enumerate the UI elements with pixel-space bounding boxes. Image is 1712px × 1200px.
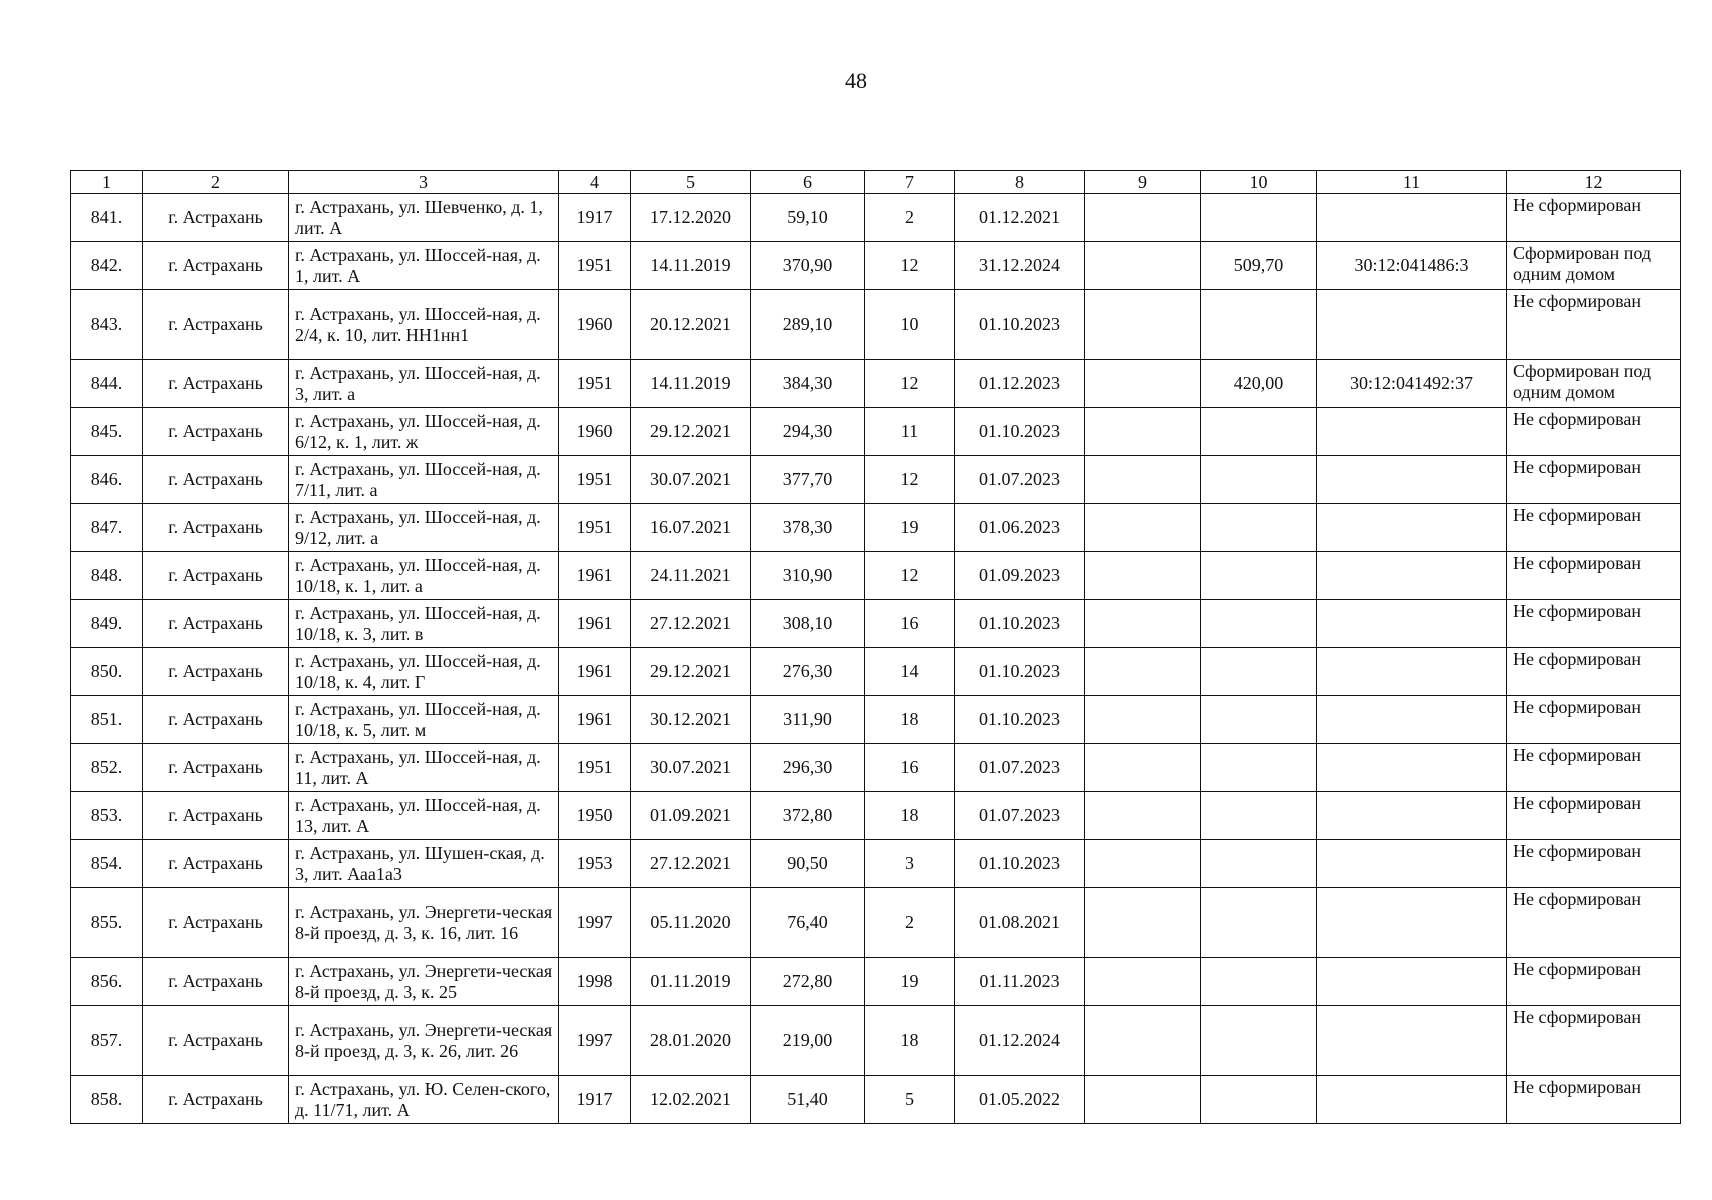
column-number-header: 10 bbox=[1201, 171, 1317, 194]
city-cell: г. Астрахань bbox=[143, 504, 289, 552]
row-number-cell: 847. bbox=[71, 504, 143, 552]
column-9-cell bbox=[1085, 1006, 1201, 1076]
area-cell: 76,40 bbox=[751, 888, 865, 958]
cadastral-number-cell bbox=[1317, 958, 1507, 1006]
address-cell: г. Астрахань, ул. Энергети-ческая 8-й проезд, д. 3, к. 16, лит. 16 bbox=[289, 888, 559, 958]
count-cell: 14 bbox=[865, 648, 955, 696]
year-built-cell: 1997 bbox=[559, 888, 631, 958]
date-cell: 24.11.2021 bbox=[631, 552, 751, 600]
cadastral-number-cell bbox=[1317, 290, 1507, 360]
table-row bbox=[71, 1006, 1681, 1076]
column-9-cell bbox=[1085, 696, 1201, 744]
area-cell: 311,90 bbox=[751, 696, 865, 744]
column-number-header: 4 bbox=[559, 171, 631, 194]
year-built-cell: 1961 bbox=[559, 648, 631, 696]
city-cell: г. Астрахань bbox=[143, 696, 289, 744]
column-number-header: 11 bbox=[1317, 171, 1507, 194]
deadline-cell: 01.10.2023 bbox=[955, 840, 1085, 888]
count-cell: 2 bbox=[865, 888, 955, 958]
date-cell: 14.11.2019 bbox=[631, 360, 751, 408]
table-row bbox=[71, 958, 1681, 1006]
deadline-cell: 01.09.2023 bbox=[955, 552, 1085, 600]
land-area-cell bbox=[1201, 1076, 1317, 1124]
land-area-cell bbox=[1201, 504, 1317, 552]
count-cell: 19 bbox=[865, 504, 955, 552]
status-cell: Не сформирован bbox=[1507, 552, 1681, 600]
count-cell: 2 bbox=[865, 194, 955, 242]
deadline-cell: 01.07.2023 bbox=[955, 744, 1085, 792]
row-number-cell: 850. bbox=[71, 648, 143, 696]
status-cell: Не сформирован bbox=[1507, 504, 1681, 552]
status-cell: Не сформирован bbox=[1507, 744, 1681, 792]
row-number-cell: 844. bbox=[71, 360, 143, 408]
status-cell: Не сформирован bbox=[1507, 456, 1681, 504]
address-cell: г. Астрахань, ул. Шоссей-ная, д. 9/12, лит. а bbox=[289, 504, 559, 552]
city-cell: г. Астрахань bbox=[143, 1076, 289, 1124]
status-cell: Не сформирован bbox=[1507, 648, 1681, 696]
column-number-header: 9 bbox=[1085, 171, 1201, 194]
land-area-cell bbox=[1201, 456, 1317, 504]
land-area-cell bbox=[1201, 552, 1317, 600]
date-cell: 12.02.2021 bbox=[631, 1076, 751, 1124]
column-number-row bbox=[71, 171, 1681, 194]
year-built-cell: 1997 bbox=[559, 1006, 631, 1076]
status-cell: Сформирован под одним домом bbox=[1507, 242, 1681, 290]
deadline-cell: 01.07.2023 bbox=[955, 456, 1085, 504]
cadastral-number-cell bbox=[1317, 600, 1507, 648]
cadastral-number-cell bbox=[1317, 408, 1507, 456]
count-cell: 10 bbox=[865, 290, 955, 360]
cadastral-number-cell bbox=[1317, 840, 1507, 888]
housing-register-table bbox=[70, 170, 1681, 1124]
deadline-cell: 01.10.2023 bbox=[955, 408, 1085, 456]
row-number-cell: 846. bbox=[71, 456, 143, 504]
column-9-cell bbox=[1085, 958, 1201, 1006]
date-cell: 01.09.2021 bbox=[631, 792, 751, 840]
column-number-header: 8 bbox=[955, 171, 1085, 194]
count-cell: 19 bbox=[865, 958, 955, 1006]
date-cell: 27.12.2021 bbox=[631, 600, 751, 648]
area-cell: 308,10 bbox=[751, 600, 865, 648]
address-cell: г. Астрахань, ул. Шоссей-ная, д. 10/18, к. 3, лит. в bbox=[289, 600, 559, 648]
date-cell: 05.11.2020 bbox=[631, 888, 751, 958]
area-cell: 384,30 bbox=[751, 360, 865, 408]
row-number-cell: 841. bbox=[71, 194, 143, 242]
table-row bbox=[71, 696, 1681, 744]
cadastral-number-cell: 30:12:041492:37 bbox=[1317, 360, 1507, 408]
cadastral-number-cell bbox=[1317, 552, 1507, 600]
column-9-cell bbox=[1085, 840, 1201, 888]
area-cell: 370,90 bbox=[751, 242, 865, 290]
deadline-cell: 31.12.2024 bbox=[955, 242, 1085, 290]
table-row bbox=[71, 242, 1681, 290]
deadline-cell: 01.10.2023 bbox=[955, 648, 1085, 696]
city-cell: г. Астрахань bbox=[143, 792, 289, 840]
land-area-cell bbox=[1201, 194, 1317, 242]
column-number-header: 1 bbox=[71, 171, 143, 194]
status-cell: Не сформирован bbox=[1507, 958, 1681, 1006]
land-area-cell bbox=[1201, 600, 1317, 648]
status-cell: Не сформирован bbox=[1507, 840, 1681, 888]
deadline-cell: 01.10.2023 bbox=[955, 696, 1085, 744]
column-9-cell bbox=[1085, 792, 1201, 840]
row-number-cell: 842. bbox=[71, 242, 143, 290]
city-cell: г. Астрахань bbox=[143, 242, 289, 290]
table-row bbox=[71, 600, 1681, 648]
date-cell: 20.12.2021 bbox=[631, 290, 751, 360]
year-built-cell: 1998 bbox=[559, 958, 631, 1006]
area-cell: 272,80 bbox=[751, 958, 865, 1006]
year-built-cell: 1960 bbox=[559, 290, 631, 360]
land-area-cell bbox=[1201, 408, 1317, 456]
table-row bbox=[71, 744, 1681, 792]
table-body bbox=[71, 194, 1681, 1124]
date-cell: 29.12.2021 bbox=[631, 648, 751, 696]
cadastral-number-cell bbox=[1317, 504, 1507, 552]
land-area-cell bbox=[1201, 744, 1317, 792]
land-area-cell bbox=[1201, 958, 1317, 1006]
row-number-cell: 845. bbox=[71, 408, 143, 456]
address-cell: г. Астрахань, ул. Энергети-ческая 8-й проезд, д. 3, к. 26, лит. 26 bbox=[289, 1006, 559, 1076]
count-cell: 16 bbox=[865, 600, 955, 648]
deadline-cell: 01.12.2024 bbox=[955, 1006, 1085, 1076]
column-number-header: 5 bbox=[631, 171, 751, 194]
land-area-cell bbox=[1201, 1006, 1317, 1076]
year-built-cell: 1951 bbox=[559, 744, 631, 792]
area-cell: 90,50 bbox=[751, 840, 865, 888]
city-cell: г. Астрахань bbox=[143, 1006, 289, 1076]
year-built-cell: 1951 bbox=[559, 456, 631, 504]
status-cell: Не сформирован bbox=[1507, 1006, 1681, 1076]
land-area-cell bbox=[1201, 696, 1317, 744]
page-number: 48 bbox=[845, 68, 867, 93]
year-built-cell: 1951 bbox=[559, 504, 631, 552]
city-cell: г. Астрахань bbox=[143, 958, 289, 1006]
deadline-cell: 01.05.2022 bbox=[955, 1076, 1085, 1124]
table-row bbox=[71, 552, 1681, 600]
column-number-header: 12 bbox=[1507, 171, 1681, 194]
count-cell: 12 bbox=[865, 456, 955, 504]
count-cell: 12 bbox=[865, 552, 955, 600]
address-cell: г. Астрахань, ул. Шоссей-ная, д. 1, лит. А bbox=[289, 242, 559, 290]
city-cell: г. Астрахань bbox=[143, 194, 289, 242]
year-built-cell: 1961 bbox=[559, 600, 631, 648]
status-cell: Не сформирован bbox=[1507, 600, 1681, 648]
address-cell: г. Астрахань, ул. Шоссей-ная, д. 10/18, к. 4, лит. Г bbox=[289, 648, 559, 696]
year-built-cell: 1917 bbox=[559, 1076, 631, 1124]
column-9-cell bbox=[1085, 408, 1201, 456]
row-number-cell: 852. bbox=[71, 744, 143, 792]
date-cell: 30.07.2021 bbox=[631, 744, 751, 792]
deadline-cell: 01.07.2023 bbox=[955, 792, 1085, 840]
date-cell: 17.12.2020 bbox=[631, 194, 751, 242]
year-built-cell: 1960 bbox=[559, 408, 631, 456]
status-cell: Не сформирован bbox=[1507, 1076, 1681, 1124]
date-cell: 16.07.2021 bbox=[631, 504, 751, 552]
status-cell: Не сформирован bbox=[1507, 408, 1681, 456]
table-row bbox=[71, 408, 1681, 456]
address-cell: г. Астрахань, ул. Шоссей-ная, д. 11, лит. А bbox=[289, 744, 559, 792]
column-9-cell bbox=[1085, 456, 1201, 504]
city-cell: г. Астрахань bbox=[143, 600, 289, 648]
column-9-cell bbox=[1085, 552, 1201, 600]
area-cell: 219,00 bbox=[751, 1006, 865, 1076]
address-cell: г. Астрахань, ул. Шушен-ская, д. 3, лит. Ааа1а3 bbox=[289, 840, 559, 888]
area-cell: 378,30 bbox=[751, 504, 865, 552]
row-number-cell: 854. bbox=[71, 840, 143, 888]
deadline-cell: 01.12.2021 bbox=[955, 194, 1085, 242]
deadline-cell: 01.06.2023 bbox=[955, 504, 1085, 552]
table-row bbox=[71, 648, 1681, 696]
row-number-cell: 856. bbox=[71, 958, 143, 1006]
address-cell: г. Астрахань, ул. Энергети-ческая 8-й проезд, д. 3, к. 25 bbox=[289, 958, 559, 1006]
deadline-cell: 01.10.2023 bbox=[955, 600, 1085, 648]
column-9-cell bbox=[1085, 504, 1201, 552]
cadastral-number-cell bbox=[1317, 888, 1507, 958]
count-cell: 18 bbox=[865, 696, 955, 744]
deadline-cell: 01.11.2023 bbox=[955, 958, 1085, 1006]
city-cell: г. Астрахань bbox=[143, 360, 289, 408]
count-cell: 5 bbox=[865, 1076, 955, 1124]
column-9-cell bbox=[1085, 290, 1201, 360]
year-built-cell: 1917 bbox=[559, 194, 631, 242]
table-row bbox=[71, 360, 1681, 408]
address-cell: г. Астрахань, ул. Шоссей-ная, д. 10/18, к. 1, лит. а bbox=[289, 552, 559, 600]
area-cell: 296,30 bbox=[751, 744, 865, 792]
column-9-cell bbox=[1085, 888, 1201, 958]
cadastral-number-cell bbox=[1317, 1076, 1507, 1124]
year-built-cell: 1953 bbox=[559, 840, 631, 888]
count-cell: 11 bbox=[865, 408, 955, 456]
cadastral-number-cell bbox=[1317, 792, 1507, 840]
year-built-cell: 1951 bbox=[559, 242, 631, 290]
land-area-cell bbox=[1201, 888, 1317, 958]
status-cell: Не сформирован bbox=[1507, 290, 1681, 360]
row-number-cell: 858. bbox=[71, 1076, 143, 1124]
table-row bbox=[71, 456, 1681, 504]
column-9-cell bbox=[1085, 194, 1201, 242]
table-row bbox=[71, 792, 1681, 840]
status-cell: Не сформирован bbox=[1507, 696, 1681, 744]
row-number-cell: 855. bbox=[71, 888, 143, 958]
row-number-cell: 843. bbox=[71, 290, 143, 360]
year-built-cell: 1961 bbox=[559, 552, 631, 600]
address-cell: г. Астрахань, ул. Шоссей-ная, д. 2/4, к. 10, лит. НН1нн1 bbox=[289, 290, 559, 360]
area-cell: 377,70 bbox=[751, 456, 865, 504]
cadastral-number-cell bbox=[1317, 456, 1507, 504]
cadastral-number-cell bbox=[1317, 744, 1507, 792]
cadastral-number-cell bbox=[1317, 194, 1507, 242]
column-number-header: 7 bbox=[865, 171, 955, 194]
table-row bbox=[71, 194, 1681, 242]
column-number-header: 2 bbox=[143, 171, 289, 194]
status-cell: Не сформирован bbox=[1507, 792, 1681, 840]
land-area-cell: 420,00 bbox=[1201, 360, 1317, 408]
city-cell: г. Астрахань bbox=[143, 290, 289, 360]
count-cell: 12 bbox=[865, 242, 955, 290]
column-9-cell bbox=[1085, 360, 1201, 408]
land-area-cell bbox=[1201, 648, 1317, 696]
address-cell: г. Астрахань, ул. Шоссей-ная, д. 6/12, к. 1, лит. ж bbox=[289, 408, 559, 456]
count-cell: 18 bbox=[865, 792, 955, 840]
land-area-cell bbox=[1201, 840, 1317, 888]
city-cell: г. Астрахань bbox=[143, 840, 289, 888]
date-cell: 29.12.2021 bbox=[631, 408, 751, 456]
area-cell: 294,30 bbox=[751, 408, 865, 456]
area-cell: 372,80 bbox=[751, 792, 865, 840]
table-row bbox=[71, 504, 1681, 552]
city-cell: г. Астрахань bbox=[143, 888, 289, 958]
cadastral-number-cell bbox=[1317, 696, 1507, 744]
count-cell: 3 bbox=[865, 840, 955, 888]
address-cell: г. Астрахань, ул. Шоссей-ная, д. 3, лит. а bbox=[289, 360, 559, 408]
count-cell: 12 bbox=[865, 360, 955, 408]
column-9-cell bbox=[1085, 1076, 1201, 1124]
city-cell: г. Астрахань bbox=[143, 744, 289, 792]
status-cell: Сформирован под одним домом bbox=[1507, 360, 1681, 408]
address-cell: г. Астрахань, ул. Ю. Селен-ского, д. 11/71, лит. А bbox=[289, 1076, 559, 1124]
table-row bbox=[71, 888, 1681, 958]
address-cell: г. Астрахань, ул. Шевченко, д. 1, лит. А bbox=[289, 194, 559, 242]
year-built-cell: 1950 bbox=[559, 792, 631, 840]
area-cell: 310,90 bbox=[751, 552, 865, 600]
address-cell: г. Астрахань, ул. Шоссей-ная, д. 7/11, лит. а bbox=[289, 456, 559, 504]
column-9-cell bbox=[1085, 242, 1201, 290]
cadastral-number-cell bbox=[1317, 648, 1507, 696]
row-number-cell: 853. bbox=[71, 792, 143, 840]
row-number-cell: 848. bbox=[71, 552, 143, 600]
year-built-cell: 1951 bbox=[559, 360, 631, 408]
row-number-cell: 849. bbox=[71, 600, 143, 648]
deadline-cell: 01.12.2023 bbox=[955, 360, 1085, 408]
address-cell: г. Астрахань, ул. Шоссей-ная, д. 10/18, к. 5, лит. м bbox=[289, 696, 559, 744]
table-row bbox=[71, 290, 1681, 360]
table-row bbox=[71, 1076, 1681, 1124]
date-cell: 01.11.2019 bbox=[631, 958, 751, 1006]
address-cell: г. Астрахань, ул. Шоссей-ная, д. 13, лит. А bbox=[289, 792, 559, 840]
status-cell: Не сформирован bbox=[1507, 888, 1681, 958]
cadastral-number-cell bbox=[1317, 1006, 1507, 1076]
date-cell: 30.07.2021 bbox=[631, 456, 751, 504]
date-cell: 28.01.2020 bbox=[631, 1006, 751, 1076]
column-9-cell bbox=[1085, 744, 1201, 792]
column-number-header: 3 bbox=[289, 171, 559, 194]
area-cell: 59,10 bbox=[751, 194, 865, 242]
column-9-cell bbox=[1085, 648, 1201, 696]
deadline-cell: 01.08.2021 bbox=[955, 888, 1085, 958]
count-cell: 18 bbox=[865, 1006, 955, 1076]
city-cell: г. Астрахань bbox=[143, 648, 289, 696]
row-number-cell: 851. bbox=[71, 696, 143, 744]
deadline-cell: 01.10.2023 bbox=[955, 290, 1085, 360]
date-cell: 30.12.2021 bbox=[631, 696, 751, 744]
column-number-header: 6 bbox=[751, 171, 865, 194]
land-area-cell: 509,70 bbox=[1201, 242, 1317, 290]
city-cell: г. Астрахань bbox=[143, 552, 289, 600]
city-cell: г. Астрахань bbox=[143, 456, 289, 504]
cadastral-number-cell: 30:12:041486:3 bbox=[1317, 242, 1507, 290]
status-cell: Не сформирован bbox=[1507, 194, 1681, 242]
city-cell: г. Астрахань bbox=[143, 408, 289, 456]
column-9-cell bbox=[1085, 600, 1201, 648]
area-cell: 289,10 bbox=[751, 290, 865, 360]
count-cell: 16 bbox=[865, 744, 955, 792]
year-built-cell: 1961 bbox=[559, 696, 631, 744]
row-number-cell: 857. bbox=[71, 1006, 143, 1076]
date-cell: 27.12.2021 bbox=[631, 840, 751, 888]
land-area-cell bbox=[1201, 792, 1317, 840]
table-row bbox=[71, 840, 1681, 888]
date-cell: 14.11.2019 bbox=[631, 242, 751, 290]
land-area-cell bbox=[1201, 290, 1317, 360]
area-cell: 51,40 bbox=[751, 1076, 865, 1124]
area-cell: 276,30 bbox=[751, 648, 865, 696]
